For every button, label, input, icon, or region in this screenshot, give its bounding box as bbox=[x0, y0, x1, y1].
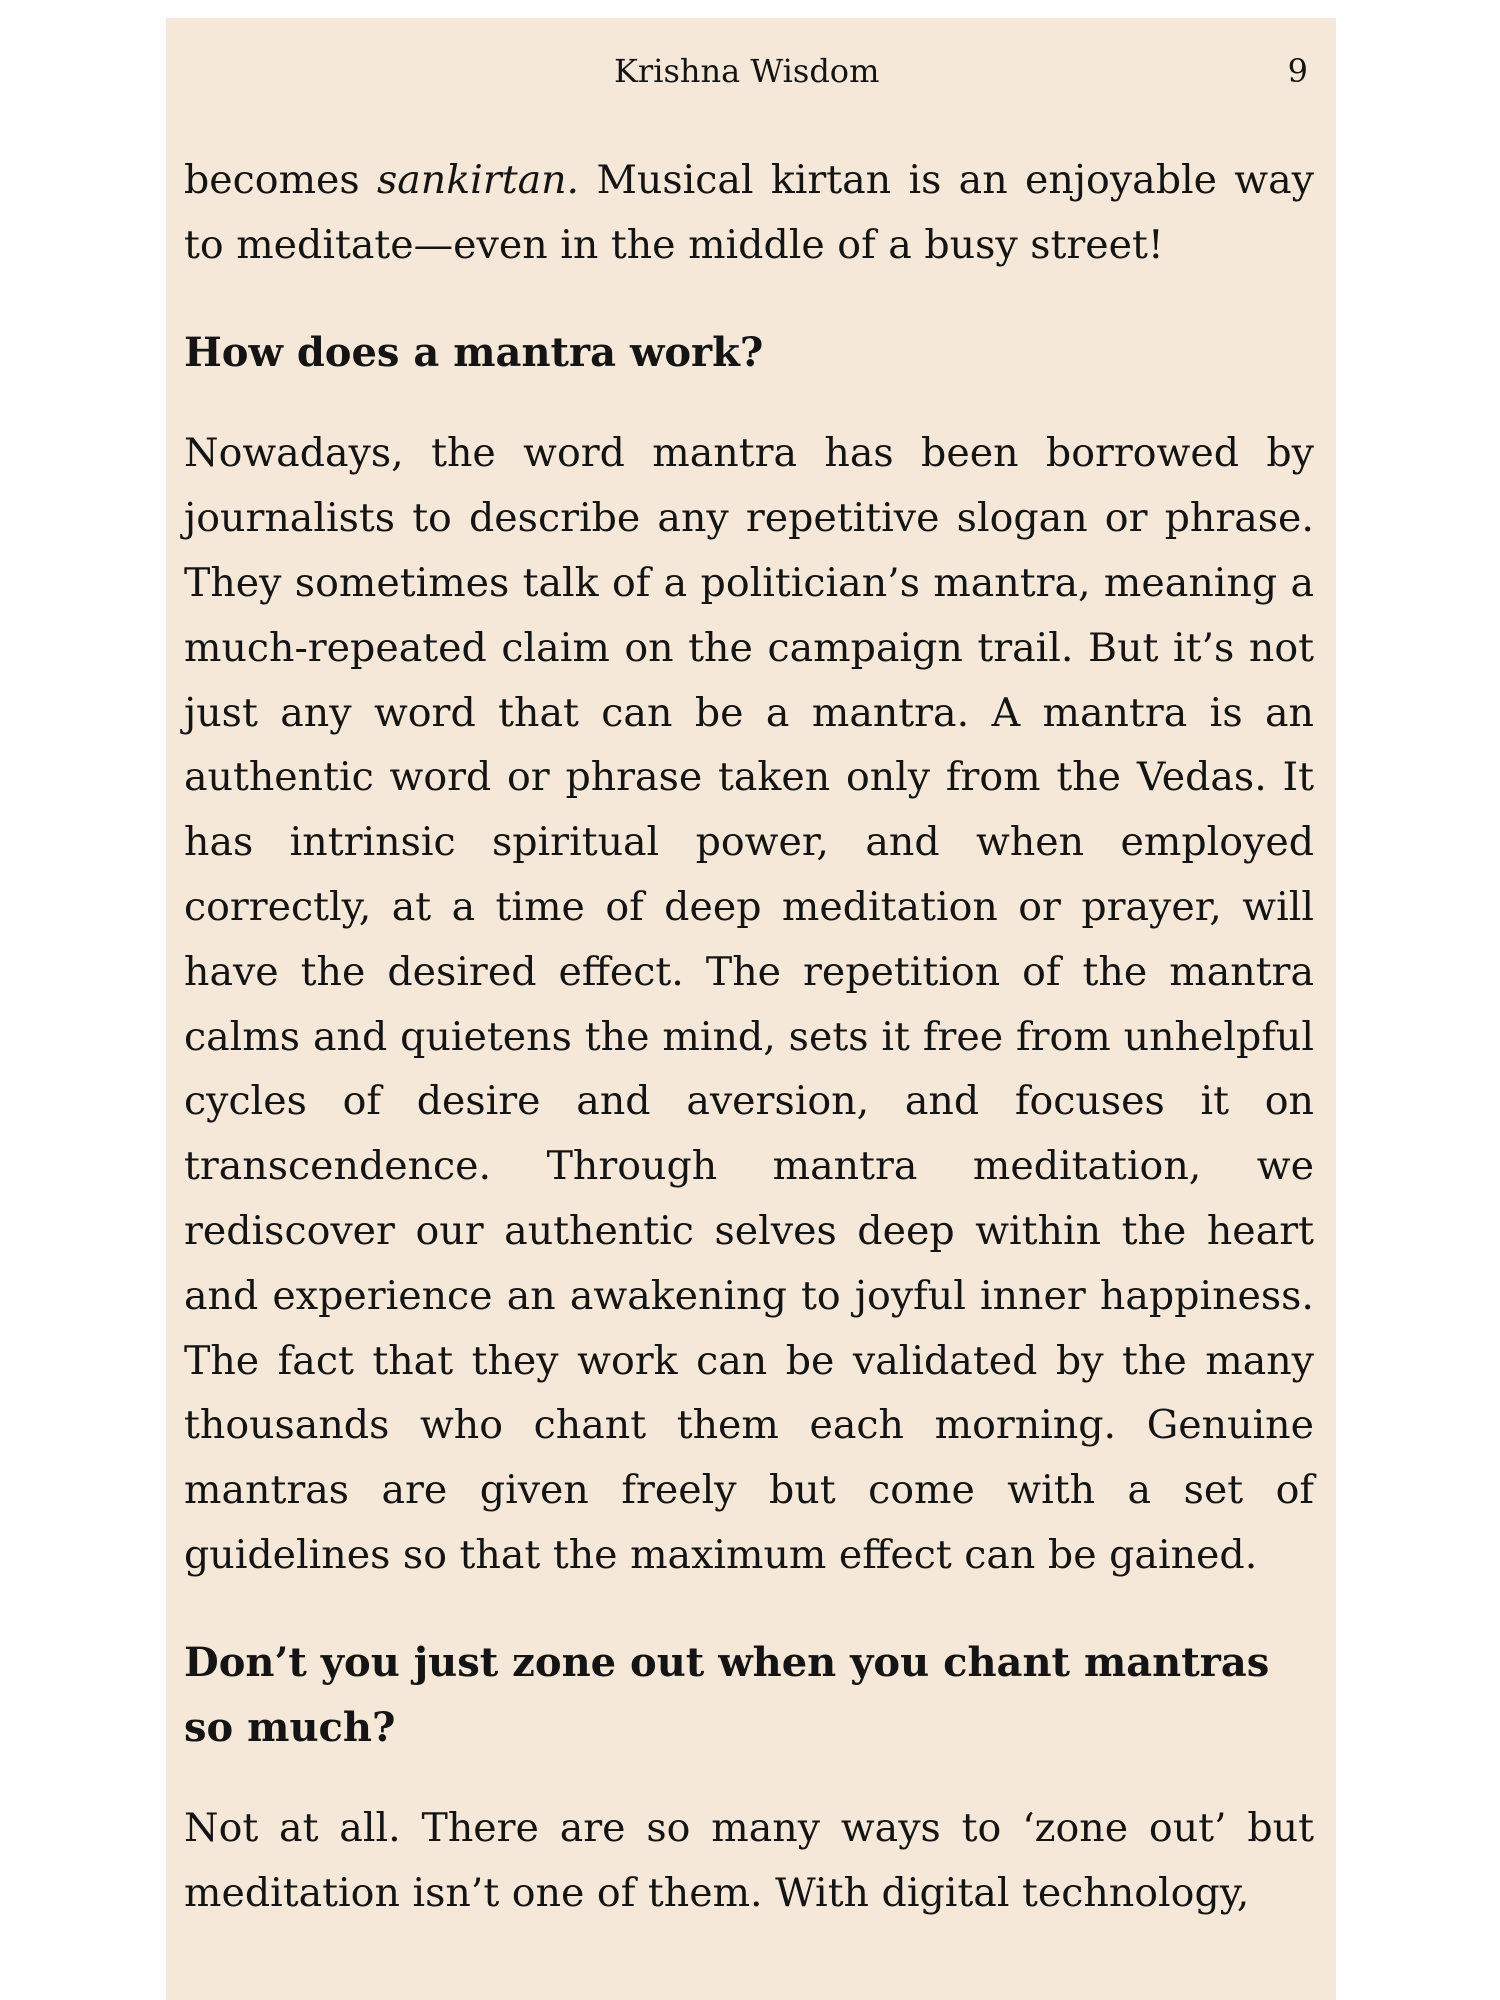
book-page bbox=[166, 18, 1336, 2000]
paragraph-lead: becomes bbox=[184, 157, 377, 203]
running-head bbox=[166, 52, 1336, 92]
page-body bbox=[184, 148, 1314, 1926]
italic-term: sankirtan. bbox=[376, 157, 580, 203]
page-number: 9 bbox=[1287, 52, 1308, 90]
paragraph-mantra: Nowadays, the word mantra has been borrowed by journalists to describe any repetitive slogan or phrase. They sometimes talk of a politician’s mantra, meaning a much-repeated claim on the campaign trail. But it’s not just any word that can be a mantra. A mantra is an authentic word or phrase taken only from the Vedas. It has intrinsic spiritual power, and when employed correctly, at a time of deep meditation or prayer, will have the desired effect. The repetition of the mantra calms and quietens the mind, sets it free from unhelpful cycles of desire and aversion, and focuses it on transcendence. Through mantra meditation, we rediscover our authentic selves deep within the heart and experience an awakening to joyful inner happiness. The fact that they work can be validated by the many thousands who chant them each morning. Genuine mantras are given freely but come with a set of guidelines so that the maximum effect can be gained. bbox=[184, 430, 1314, 1578]
section-heading-mantra: How does a mantra work? bbox=[184, 328, 764, 376]
paragraph-continued bbox=[184, 148, 1314, 278]
paragraph-zone-out: Not at all. There are so many ways to ‘zone out’ but meditation isn’t one of them. With digital technology, bbox=[184, 1805, 1314, 1917]
paragraph-rest: Musical kirtan is an enjoyable way to meditate—even in the middle of a busy street! bbox=[184, 157, 1314, 268]
section-heading-zone-out: Don’t you just zone out when you chant mantras so much? bbox=[184, 1638, 1270, 1751]
book-title: Krishna Wisdom bbox=[614, 52, 880, 90]
